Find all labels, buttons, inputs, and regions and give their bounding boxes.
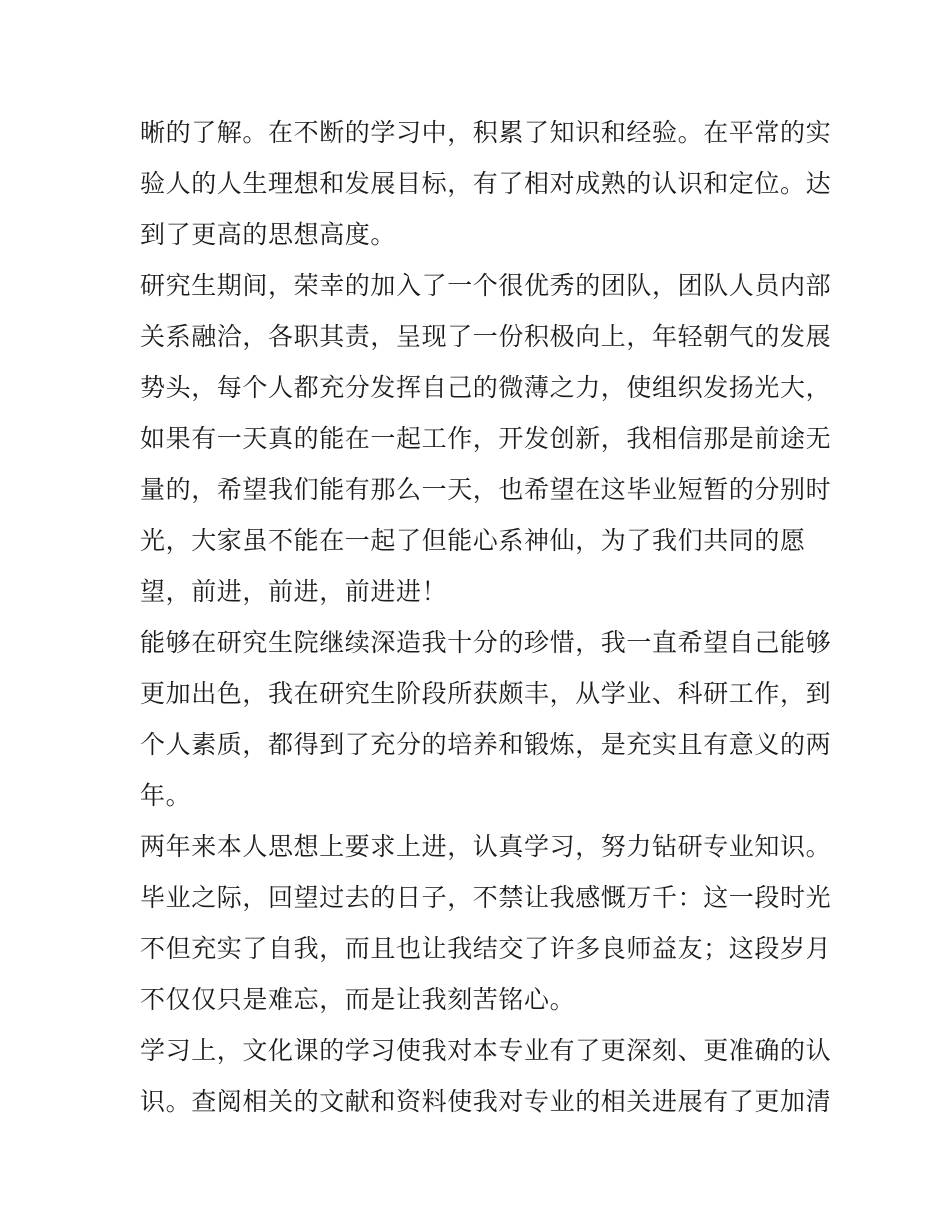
text-line: 不但充实了自我，而且也让我结交了许多良师益友；这段岁月 [140,934,832,963]
text-line: 年。 [140,781,192,810]
text-line: 识。查阅相关的文献和资料使我对专业的相关进展有了更加清 [140,1087,832,1116]
text-line: 到了更高的思想高度。 [140,220,397,249]
text-line: 更加出色，我在研究生阶段所获颇丰，从学业、科研工作，到 [140,679,832,708]
text-line: 望，前进，前进，前进进！ [140,577,448,606]
text-line: 势头，每个人都充分发挥自己的微薄之力，使组织发扬光大， [140,373,832,402]
text-line: 能够在研究生院继续深造我十分的珍惜，我一直希望自己能够 [140,628,832,657]
text-line: 验人的人生理想和发展目标，有了相对成熟的认识和定位。达 [140,169,832,198]
text-line: 晰的了解。在不断的学习中，积累了知识和经验。在平常的实 [140,118,832,147]
text-line: 光，大家虽不能在一起了但能心系神仙，为了我们共同的愿 [140,526,806,555]
document-body [140,107,830,1127]
text-line: 研究生期间，荣幸的加入了一个很优秀的团队，团队人员内部 [140,271,832,300]
text-line: 如果有一天真的能在一起工作，开发创新，我相信那是前途无 [140,424,832,453]
text-line: 量的，希望我们能有那么一天，也希望在这毕业短暂的分别时 [140,475,832,504]
text-line: 关系融洽，各职其责，呈现了一份积极向上，年轻朝气的发展 [140,322,832,351]
text-line: 毕业之际，回望过去的日子，不禁让我感慨万千：这一段时光 [140,883,832,912]
text-line: 个人素质，都得到了充分的培养和锻炼，是充实且有意义的两 [140,730,832,759]
text-line: 学习上，文化课的学习使我对本专业有了更深刻、更准确的认 [140,1036,832,1065]
text-line: 两年来本人思想上要求上进，认真学习，努力钻研专业知识。 [140,832,832,861]
text-line: 不仅仅只是难忘，而是让我刻苦铭心。 [140,985,576,1014]
